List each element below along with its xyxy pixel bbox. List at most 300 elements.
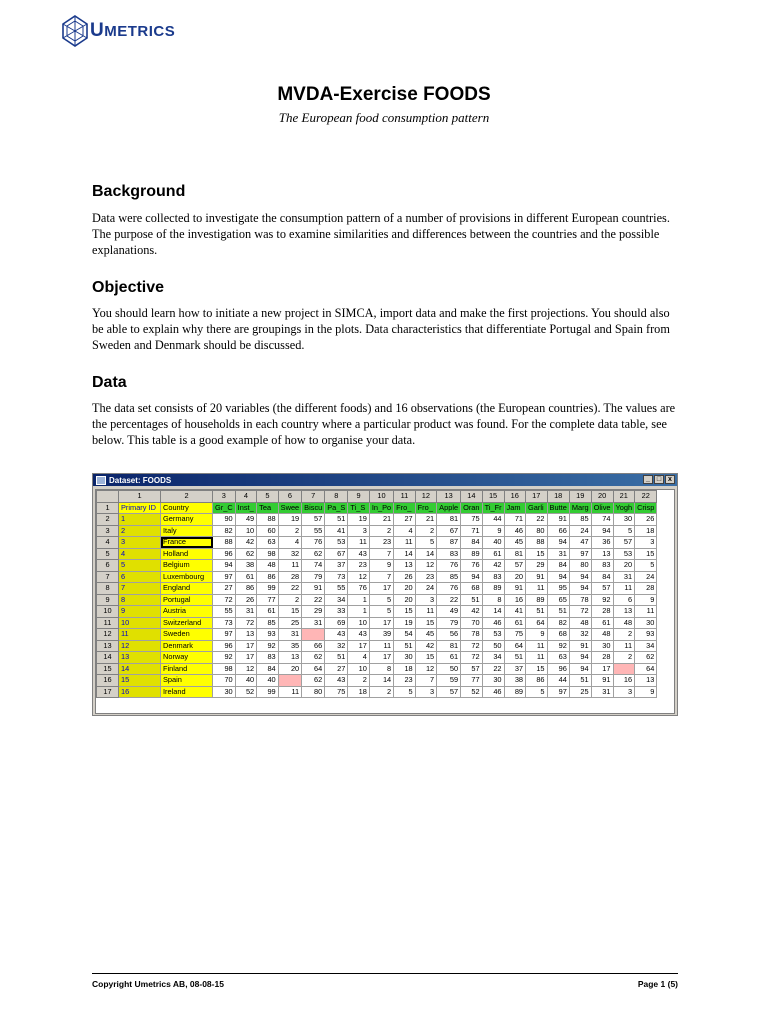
data-cell[interactable]: 72	[569, 606, 591, 618]
data-cell[interactable]: 92	[257, 640, 279, 652]
data-cell[interactable]: 4	[278, 537, 302, 549]
variable-name[interactable]: Yogh	[613, 502, 635, 514]
data-cell[interactable]: 2	[613, 629, 635, 641]
data-cell[interactable]: 30	[591, 640, 613, 652]
data-cell[interactable]: 93	[635, 629, 657, 641]
country-cell[interactable]: Portugal	[161, 594, 213, 606]
data-cell[interactable]: 20	[394, 594, 416, 606]
data-cell[interactable]: 46	[504, 525, 526, 537]
data-cell[interactable]: 51	[325, 514, 348, 526]
data-cell[interactable]: 74	[591, 514, 613, 526]
row-number[interactable]: 9	[97, 594, 119, 606]
data-cell[interactable]: 30	[482, 675, 504, 687]
data-cell[interactable]: 18	[635, 525, 657, 537]
data-cell[interactable]: 97	[569, 548, 591, 560]
data-cell[interactable]: 61	[591, 617, 613, 629]
column-number[interactable]: 11	[394, 491, 416, 503]
row-number[interactable]: 6	[97, 560, 119, 572]
data-cell[interactable]: 89	[482, 583, 504, 595]
data-cell[interactable]: 5	[526, 686, 548, 698]
data-cell[interactable]: 91	[591, 675, 613, 687]
data-cell[interactable]: 37	[504, 663, 526, 675]
data-cell[interactable]: 80	[526, 525, 548, 537]
column-number[interactable]: 15	[482, 491, 504, 503]
data-cell[interactable]: 86	[526, 675, 548, 687]
data-cell[interactable]: 11	[278, 686, 302, 698]
data-cell[interactable]: 87	[437, 537, 461, 549]
data-cell[interactable]: 2	[278, 525, 302, 537]
row-number[interactable]: 4	[97, 537, 119, 549]
column-number[interactable]: 9	[348, 491, 370, 503]
data-cell[interactable]: 38	[235, 560, 257, 572]
data-cell[interactable]: 53	[482, 629, 504, 641]
data-cell[interactable]: 55	[302, 525, 325, 537]
data-cell[interactable]: 35	[278, 640, 302, 652]
data-cell[interactable]: 28	[278, 571, 302, 583]
data-cell[interactable]: 27	[213, 583, 236, 595]
data-cell[interactable]: 9	[526, 629, 548, 641]
data-cell[interactable]: 40	[235, 675, 257, 687]
data-cell[interactable]: 5	[394, 686, 416, 698]
row-number[interactable]: 2	[97, 514, 119, 526]
data-cell[interactable]: 51	[504, 652, 526, 664]
primary-id-cell[interactable]: 10	[119, 617, 161, 629]
data-cell[interactable]: 23	[348, 560, 370, 572]
data-cell[interactable]: 75	[325, 686, 348, 698]
data-cell[interactable]: 57	[461, 663, 483, 675]
data-cell[interactable]: 13	[394, 560, 416, 572]
data-cell[interactable]: 92	[591, 594, 613, 606]
data-cell[interactable]: 62	[635, 652, 657, 664]
data-cell[interactable]: 29	[302, 606, 325, 618]
data-cell[interactable]: 63	[547, 652, 569, 664]
data-cell[interactable]: 82	[547, 617, 569, 629]
data-cell[interactable]: 2	[369, 686, 393, 698]
data-cell[interactable]: 78	[569, 594, 591, 606]
column-number[interactable]: 17	[526, 491, 548, 503]
data-cell[interactable]: 76	[302, 537, 325, 549]
data-cell[interactable]: 40	[257, 675, 279, 687]
data-cell[interactable]: 20	[613, 560, 635, 572]
variable-name[interactable]: Jam	[504, 502, 526, 514]
data-cell[interactable]: 44	[547, 675, 569, 687]
variable-name[interactable]: Apple	[437, 502, 461, 514]
data-cell[interactable]: 28	[635, 583, 657, 595]
data-cell[interactable]: 41	[504, 606, 526, 618]
data-cell[interactable]: 8	[482, 594, 504, 606]
row-number[interactable]: 10	[97, 606, 119, 618]
data-cell[interactable]: 86	[257, 571, 279, 583]
data-cell[interactable]: 3	[415, 594, 437, 606]
data-cell[interactable]: 3	[415, 686, 437, 698]
primary-id-cell[interactable]: 6	[119, 571, 161, 583]
variable-name[interactable]: Tea	[257, 502, 279, 514]
data-cell[interactable]: 3	[635, 537, 657, 549]
data-cell[interactable]: 61	[257, 606, 279, 618]
data-cell[interactable]: 31	[613, 571, 635, 583]
data-cell[interactable]: 13	[278, 652, 302, 664]
primary-id-cell[interactable]: 5	[119, 560, 161, 572]
data-cell[interactable]: 2	[613, 652, 635, 664]
data-cell[interactable]: 18	[348, 686, 370, 698]
data-cell[interactable]: 85	[437, 571, 461, 583]
data-cell[interactable]: 84	[591, 571, 613, 583]
data-cell[interactable]: 71	[461, 525, 483, 537]
data-cell[interactable]: 17	[369, 617, 393, 629]
data-cell[interactable]: 48	[569, 617, 591, 629]
data-cell[interactable]: 76	[348, 583, 370, 595]
primary-id-cell[interactable]: 3	[119, 537, 161, 549]
data-cell[interactable]: 88	[526, 537, 548, 549]
data-cell[interactable]: 14	[482, 606, 504, 618]
dataset-window[interactable]	[92, 473, 678, 716]
country-cell[interactable]: Austria	[161, 606, 213, 618]
data-cell[interactable]: 57	[302, 514, 325, 526]
data-cell[interactable]: 45	[415, 629, 437, 641]
data-cell[interactable]: 17	[369, 583, 393, 595]
data-cell[interactable]: 89	[504, 686, 526, 698]
row-number[interactable]: 5	[97, 548, 119, 560]
variable-name[interactable]: In_Po	[369, 502, 393, 514]
data-cell[interactable]: 48	[257, 560, 279, 572]
data-cell[interactable]: 30	[635, 617, 657, 629]
data-cell[interactable]: 68	[461, 583, 483, 595]
primary-id-cell[interactable]: 16	[119, 686, 161, 698]
data-cell[interactable]: 38	[504, 675, 526, 687]
data-cell[interactable]: 72	[213, 594, 236, 606]
data-cell[interactable]: 64	[504, 640, 526, 652]
data-cell[interactable]: 11	[369, 640, 393, 652]
column-number[interactable]: 18	[547, 491, 569, 503]
data-cell[interactable]: 14	[369, 675, 393, 687]
data-cell[interactable]: 30	[213, 686, 236, 698]
country-cell[interactable]: Switzerland	[161, 617, 213, 629]
data-cell[interactable]: 73	[325, 571, 348, 583]
data-cell[interactable]: 60	[257, 525, 279, 537]
data-cell[interactable]: 28	[591, 652, 613, 664]
variable-name[interactable]: Ti_Fr	[482, 502, 504, 514]
data-cell[interactable]: 51	[461, 594, 483, 606]
data-cell[interactable]: 33	[325, 606, 348, 618]
data-cell[interactable]: 62	[235, 548, 257, 560]
data-cell[interactable]: 51	[526, 606, 548, 618]
close-button[interactable]: x	[665, 475, 675, 484]
column-number[interactable]: 4	[235, 491, 257, 503]
primary-id-cell[interactable]: 15	[119, 675, 161, 687]
data-cell[interactable]: 65	[547, 594, 569, 606]
country-cell[interactable]: England	[161, 583, 213, 595]
data-cell[interactable]: 8	[369, 663, 393, 675]
data-cell[interactable]: 15	[526, 663, 548, 675]
data-cell[interactable]: 31	[547, 548, 569, 560]
data-cell[interactable]: 91	[526, 571, 548, 583]
data-cell[interactable]: 18	[394, 663, 416, 675]
data-cell[interactable]: 16	[613, 675, 635, 687]
data-cell[interactable]: 14	[415, 548, 437, 560]
data-cell[interactable]: 54	[394, 629, 416, 641]
data-cell[interactable]: 51	[325, 652, 348, 664]
data-cell[interactable]: 5	[369, 594, 393, 606]
variable-name[interactable]: Fro_	[394, 502, 416, 514]
data-cell[interactable]: 83	[437, 548, 461, 560]
data-cell[interactable]: 12	[415, 663, 437, 675]
country-cell[interactable]: Luxembourg	[161, 571, 213, 583]
data-cell[interactable]: 95	[547, 583, 569, 595]
variable-name[interactable]: Ti_S	[348, 502, 370, 514]
data-cell[interactable]: 74	[302, 560, 325, 572]
data-cell[interactable]: 27	[325, 663, 348, 675]
data-cell[interactable]: 76	[437, 583, 461, 595]
corner-cell[interactable]	[97, 491, 119, 503]
data-cell[interactable]: 2	[369, 525, 393, 537]
data-cell[interactable]: 61	[482, 548, 504, 560]
data-cell[interactable]: 31	[235, 606, 257, 618]
row-number[interactable]: 11	[97, 617, 119, 629]
data-cell[interactable]: 26	[235, 594, 257, 606]
data-cell[interactable]: 22	[437, 594, 461, 606]
data-cell[interactable]: 94	[569, 652, 591, 664]
row-number[interactable]: 1	[97, 502, 119, 514]
data-cell[interactable]: 17	[235, 640, 257, 652]
data-cell[interactable]: 91	[547, 514, 569, 526]
data-cell[interactable]: 89	[461, 548, 483, 560]
data-cell[interactable]: 17	[369, 652, 393, 664]
data-cell[interactable]: 94	[213, 560, 236, 572]
data-cell[interactable]: 94	[569, 663, 591, 675]
primary-id-cell[interactable]: 7	[119, 583, 161, 595]
data-cell[interactable]: 71	[504, 514, 526, 526]
data-cell[interactable]: 52	[461, 686, 483, 698]
data-cell[interactable]: 79	[437, 617, 461, 629]
data-cell[interactable]: 34	[482, 652, 504, 664]
data-cell[interactable]: 67	[437, 525, 461, 537]
data-cell[interactable]: 50	[482, 640, 504, 652]
data-cell[interactable]: 23	[369, 537, 393, 549]
data-cell[interactable]: 20	[394, 583, 416, 595]
data-cell[interactable]: 48	[613, 617, 635, 629]
country-cell[interactable]: Norway	[161, 652, 213, 664]
data-cell[interactable]: 57	[504, 560, 526, 572]
data-cell[interactable]: 32	[278, 548, 302, 560]
data-cell[interactable]: 51	[547, 606, 569, 618]
data-cell[interactable]: 9	[369, 560, 393, 572]
data-cell[interactable]: 86	[235, 583, 257, 595]
data-cell[interactable]: 94	[569, 583, 591, 595]
data-cell[interactable]: 80	[569, 560, 591, 572]
data-cell[interactable]: 22	[278, 583, 302, 595]
data-cell[interactable]: 26	[635, 514, 657, 526]
data-cell[interactable]: 15	[415, 617, 437, 629]
data-cell[interactable]: 43	[325, 675, 348, 687]
data-cell[interactable]: 55	[325, 583, 348, 595]
primary-id-cell[interactable]: 11	[119, 629, 161, 641]
data-cell[interactable]: 22	[526, 514, 548, 526]
data-cell[interactable]: 46	[482, 617, 504, 629]
data-cell[interactable]: 6	[613, 594, 635, 606]
row-number[interactable]: 16	[97, 675, 119, 687]
row-number[interactable]: 13	[97, 640, 119, 652]
column-number[interactable]: 22	[635, 491, 657, 503]
data-cell[interactable]: 27	[394, 514, 416, 526]
column-number[interactable]: 21	[613, 491, 635, 503]
country-header[interactable]: Country	[161, 502, 213, 514]
data-cell[interactable]: 43	[348, 629, 370, 641]
data-cell[interactable]: 84	[547, 560, 569, 572]
column-number[interactable]: 1	[119, 491, 161, 503]
data-cell[interactable]: 46	[482, 686, 504, 698]
data-cell[interactable]: 25	[278, 617, 302, 629]
column-number[interactable]: 6	[278, 491, 302, 503]
row-number[interactable]: 14	[97, 652, 119, 664]
data-cell[interactable]: 4	[394, 525, 416, 537]
data-cell[interactable]: 91	[504, 583, 526, 595]
data-cell[interactable]: 97	[213, 571, 236, 583]
data-cell[interactable]: 15	[415, 652, 437, 664]
variable-name[interactable]: Butte	[547, 502, 569, 514]
data-cell[interactable]: 52	[235, 686, 257, 698]
data-cell[interactable]: 40	[482, 537, 504, 549]
primary-id-header[interactable]: Primary ID	[119, 502, 161, 514]
data-cell[interactable]: 77	[461, 675, 483, 687]
primary-id-cell[interactable]: 2	[119, 525, 161, 537]
data-cell[interactable]: 11	[394, 537, 416, 549]
data-cell[interactable]: 30	[394, 652, 416, 664]
data-cell[interactable]: 76	[461, 560, 483, 572]
data-cell[interactable]: 88	[213, 537, 236, 549]
data-cell[interactable]: 73	[213, 617, 236, 629]
data-cell[interactable]: 90	[213, 514, 236, 526]
data-cell[interactable]: 24	[415, 583, 437, 595]
data-cell[interactable]: 29	[526, 560, 548, 572]
data-cell[interactable]: 10	[348, 663, 370, 675]
data-cell[interactable]: 7	[369, 548, 393, 560]
data-cell[interactable]: 43	[348, 548, 370, 560]
data-cell[interactable]: 70	[461, 617, 483, 629]
column-number[interactable]: 5	[257, 491, 279, 503]
variable-name[interactable]: Crisp	[635, 502, 657, 514]
country-cell[interactable]: Germany	[161, 514, 213, 526]
data-cell[interactable]: 70	[213, 675, 236, 687]
data-cell[interactable]: 83	[591, 560, 613, 572]
row-number[interactable]: 17	[97, 686, 119, 698]
data-cell[interactable]: 13	[591, 548, 613, 560]
data-cell[interactable]: 26	[394, 571, 416, 583]
country-cell[interactable]: Sweden	[161, 629, 213, 641]
data-cell[interactable]: 28	[591, 606, 613, 618]
data-cell[interactable]: 83	[257, 652, 279, 664]
data-cell[interactable]: 15	[394, 606, 416, 618]
country-cell[interactable]: Finland	[161, 663, 213, 675]
primary-id-cell[interactable]: 12	[119, 640, 161, 652]
data-cell[interactable]: 47	[569, 537, 591, 549]
primary-id-cell[interactable]: 13	[119, 652, 161, 664]
data-cell[interactable]: 91	[302, 583, 325, 595]
data-cell[interactable]: 92	[213, 652, 236, 664]
country-cell[interactable]: Spain	[161, 675, 213, 687]
data-cell[interactable]: 24	[569, 525, 591, 537]
data-cell[interactable]: 84	[257, 663, 279, 675]
data-cell[interactable]: 36	[591, 537, 613, 549]
minimize-button[interactable]: _	[643, 475, 653, 484]
data-cell[interactable]: 11	[526, 652, 548, 664]
data-cell[interactable]: 9	[635, 594, 657, 606]
column-number[interactable]: 12	[415, 491, 437, 503]
row-number[interactable]: 8	[97, 583, 119, 595]
data-cell[interactable]: 76	[437, 560, 461, 572]
data-cell[interactable]: 94	[547, 537, 569, 549]
primary-id-cell[interactable]: 14	[119, 663, 161, 675]
data-cell[interactable]: 69	[325, 617, 348, 629]
data-cell[interactable]: 1	[348, 606, 370, 618]
data-cell[interactable]: 81	[437, 640, 461, 652]
data-cell[interactable]: 72	[461, 652, 483, 664]
data-cell[interactable]: 83	[482, 571, 504, 583]
variable-name[interactable]: Marg	[569, 502, 591, 514]
data-cell[interactable]: 66	[547, 525, 569, 537]
data-cell[interactable]: 72	[235, 617, 257, 629]
data-cell[interactable]: 97	[547, 686, 569, 698]
data-cell[interactable]: 42	[235, 537, 257, 549]
data-cell[interactable]: 11	[348, 537, 370, 549]
data-cell[interactable]: 21	[369, 514, 393, 526]
data-cell[interactable]: 17	[591, 663, 613, 675]
data-cell[interactable]: 81	[504, 548, 526, 560]
column-number[interactable]: 20	[591, 491, 613, 503]
variable-name[interactable]: Swee	[278, 502, 302, 514]
data-cell[interactable]: 11	[526, 583, 548, 595]
data-cell[interactable]: 59	[437, 675, 461, 687]
row-number[interactable]: 15	[97, 663, 119, 675]
data-cell[interactable]: 96	[547, 663, 569, 675]
variable-name[interactable]: Pa_S	[325, 502, 348, 514]
data-cell[interactable]: 42	[482, 560, 504, 572]
data-cell[interactable]: 17	[235, 652, 257, 664]
data-cell[interactable]: 20	[504, 571, 526, 583]
data-cell[interactable]: 2	[348, 675, 370, 687]
data-cell[interactable]: 41	[325, 525, 348, 537]
data-cell[interactable]: 57	[613, 537, 635, 549]
data-cell[interactable]: 84	[461, 537, 483, 549]
data-cell[interactable]: 56	[437, 629, 461, 641]
column-number[interactable]: 8	[325, 491, 348, 503]
data-cell[interactable]: 51	[569, 675, 591, 687]
data-cell[interactable]: 11	[613, 640, 635, 652]
column-number[interactable]: 14	[461, 491, 483, 503]
data-cell[interactable]: 12	[415, 560, 437, 572]
data-cell[interactable]: 85	[257, 617, 279, 629]
data-cell[interactable]: 34	[325, 594, 348, 606]
data-cell[interactable]: 15	[526, 548, 548, 560]
column-number[interactable]: 13	[437, 491, 461, 503]
data-cell[interactable]: 12	[235, 663, 257, 675]
data-cell[interactable]: 50	[437, 663, 461, 675]
column-number[interactable]: 19	[569, 491, 591, 503]
data-cell[interactable]: 31	[591, 686, 613, 698]
data-cell[interactable]: 24	[635, 571, 657, 583]
data-cell[interactable]: 31	[302, 617, 325, 629]
data-cell[interactable]: 57	[437, 686, 461, 698]
data-cell[interactable]: 10	[235, 525, 257, 537]
data-cell[interactable]: 19	[348, 514, 370, 526]
data-cell[interactable]: 19	[394, 617, 416, 629]
data-cell[interactable]: 55	[213, 606, 236, 618]
column-number[interactable]: 3	[213, 491, 236, 503]
row-number[interactable]: 7	[97, 571, 119, 583]
data-cell[interactable]: 80	[302, 686, 325, 698]
data-cell[interactable]: 96	[213, 548, 236, 560]
data-cell[interactable]: 64	[526, 617, 548, 629]
data-cell[interactable]: 2	[278, 594, 302, 606]
